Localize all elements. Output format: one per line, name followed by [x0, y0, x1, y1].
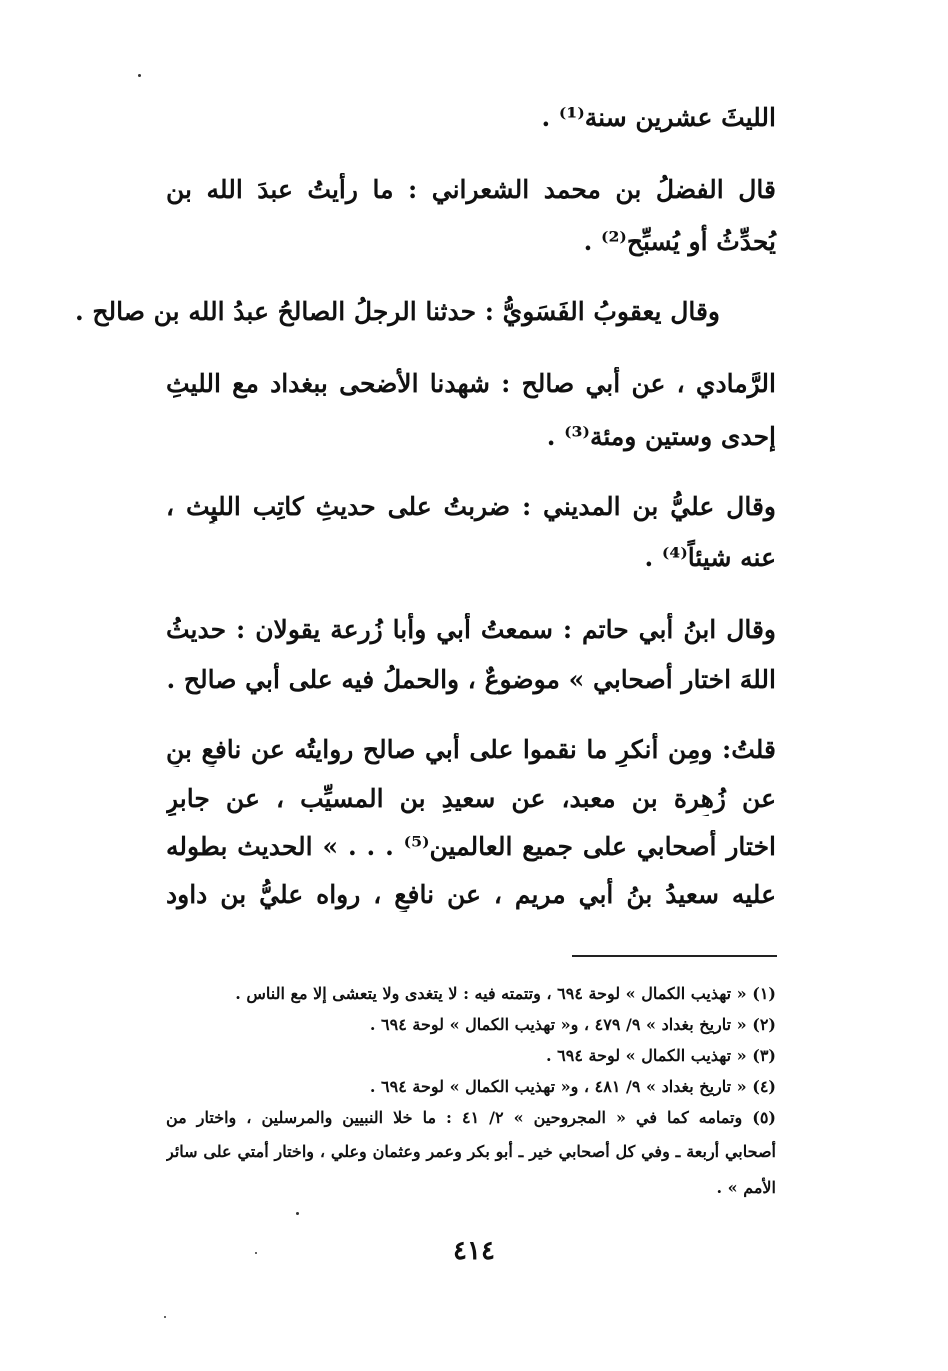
footnote-5-line-2: أصحابي أربعة ـ وفي كل أصحابي خير ـ أبو بكر وعمر وعثمان وعلي ، واختار أمتي على سائر: [166, 1142, 776, 1161]
body-line-2: قال الفضلُ بن محمد الشعراني : ما رأيتُ عبدَ الله بن: [166, 175, 776, 204]
body-line-9: وقال ابنُ أبي حاتم : سمعتُ أبي وأبا زُرعة يقولان : حديثُ: [166, 615, 776, 644]
body-line-5: الرَّمادي ، عن أبي صالح : شهدنا الأضحى ببغداد مع الليثِ: [166, 369, 776, 398]
body-line-11: قلتُ: ومِن أنكرِ ما نقموا على أبي صالح روايتُه عن نافعِ بنِ: [166, 735, 776, 764]
body-line-4: وقال يعقوبُ الفَسَويُّ : حدثنا الرجلُ الصالحُ عبدُ الله بن صالح .: [74, 297, 720, 326]
body-line-13: اختار أصحابي على جميع العالمين⁽⁵⁾ . . . » الحديث بطوله: [166, 832, 776, 861]
scan-speck: [164, 1316, 166, 1318]
footnote-5-line-1: (٥) وتمامه كما في « المجروحين » ٢/ ٤١ : ما خلا النبيين والمرسلين ، واختار من: [166, 1108, 776, 1127]
body-line-6: إحدى وستين ومئة⁽³⁾ .: [546, 422, 776, 451]
footnote-2: (٢) « تاريخ بغداد » ٩/ ٤٧٩ ، و« تهذيب الكمال » لوحة ٦٩٤ .: [369, 1015, 776, 1034]
body-line-7: وقال عليُّ بن المديني : ضربتُ على حديثِ كاتِب الليث ،: [166, 492, 776, 521]
footnote-1: (١) « تهذيب الكمال » لوحة ٦٩٤ ، وتتمته فيه : لا يتغدى ولا يتعشى إلا مع الناس .: [235, 984, 776, 1003]
scan-speck: [138, 74, 141, 77]
body-line-8: عنه شيئاً⁽⁴⁾ .: [644, 543, 776, 572]
body-line-12: عن زُهرة بن معبد، عن سعيدِ بن المسيِّب ، عن جابرٍ: [166, 784, 776, 813]
body-line-3: يُحدِّثُ أو يُسبِّح⁽²⁾ .: [583, 227, 776, 256]
footnote-3: (٣) « تهذيب الكمال » لوحة ٦٩٤ .: [546, 1046, 776, 1065]
scan-speck: [255, 1252, 257, 1254]
body-line-1: الليثَ عشرين سنة⁽¹⁾ .: [541, 103, 776, 132]
page-number: ٤١٤: [453, 1236, 495, 1266]
body-line-14: عليه سعيدُ بنُ أبي مريم ، عن نافعٍ ، رواه عليُّ بن داود: [166, 880, 776, 909]
footnote-4: (٤) « تاريخ بغداد » ٩/ ٤٨١ ، و« تهذيب الكمال » لوحة ٦٩٤ .: [369, 1077, 776, 1096]
footnote-separator: [572, 955, 777, 957]
scan-speck: [296, 1212, 299, 1215]
footnote-5-line-3: الأمم » .: [716, 1178, 776, 1197]
body-line-10: اللهَ اختار أصحابي » موضوعٌ ، والحملُ فيه على أبي صالح .: [166, 665, 776, 694]
